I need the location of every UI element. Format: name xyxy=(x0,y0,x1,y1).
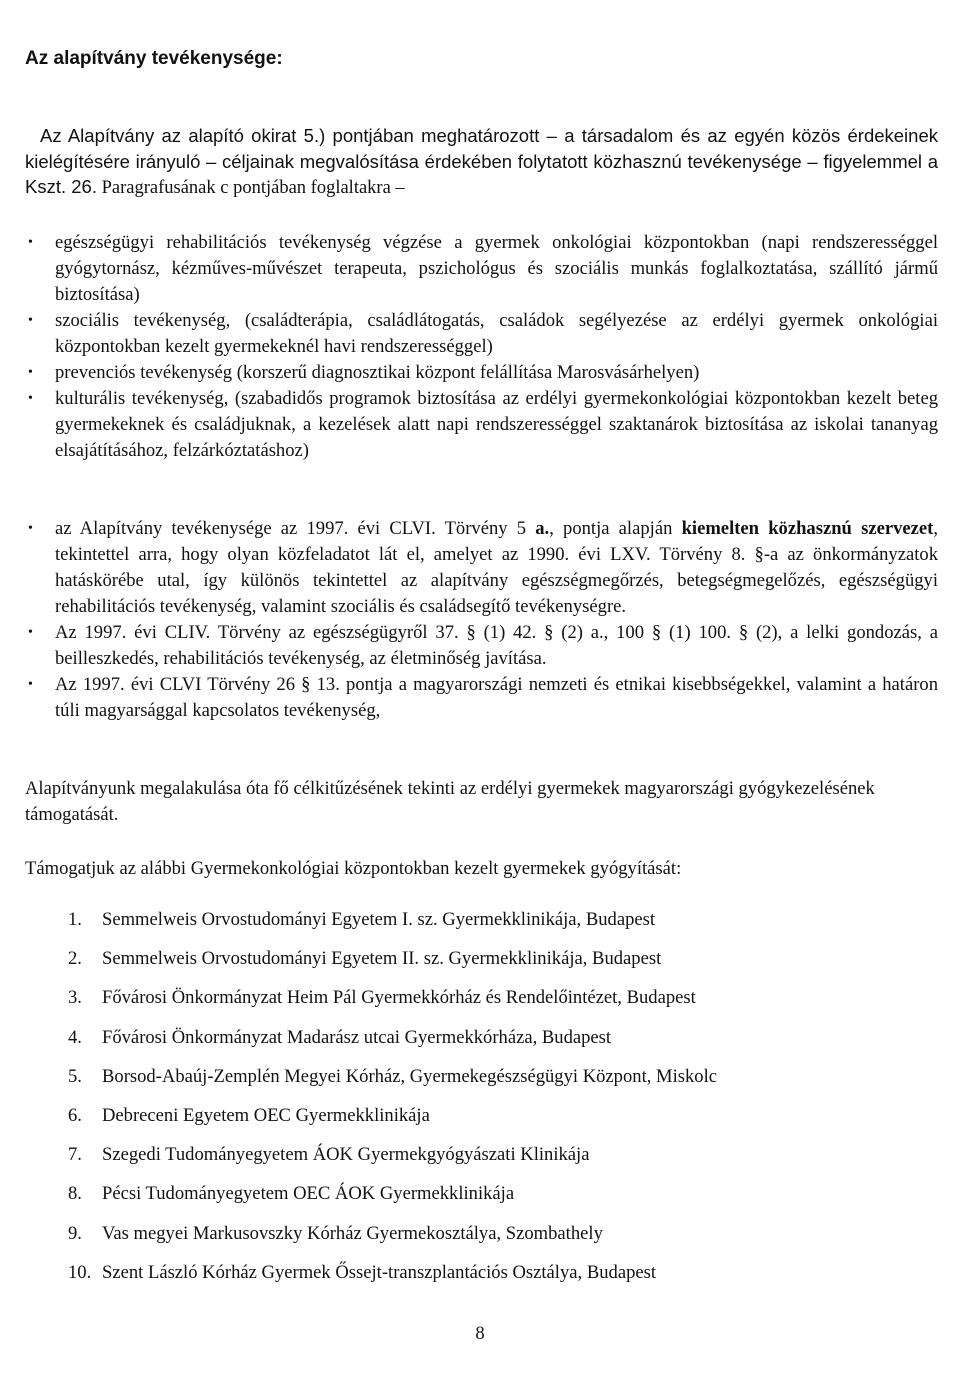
intro-paragraph xyxy=(25,123,938,202)
legal-item xyxy=(25,516,938,620)
clinic-name: Szegedi Tudományegyetem ÁOK Gyermekgyógyászati Klinikája xyxy=(102,1144,590,1166)
legal-item xyxy=(25,620,938,672)
bullet-icon: • xyxy=(28,235,33,250)
activity-item xyxy=(25,308,938,360)
clinic-name: Vas megyei Markusovszky Kórház Gyermekosztálya, Szombathely xyxy=(102,1222,603,1244)
clinic-name: Debreceni Egyetem OEC Gyermekklinikája xyxy=(102,1104,430,1126)
clinic-name: Fővárosi Önkormányzat Heim Pál Gyermekkórház és Rendelőintézet, Budapest xyxy=(102,987,696,1009)
bullet-icon: • xyxy=(28,391,33,406)
goal-paragraph: Alapítványunk megalakulása óta fő célkitűzésének tekinti az erdélyi gyermekek magyarországi gyógykezelésének támogatását. xyxy=(25,778,875,825)
clinic-number: 5. xyxy=(68,1065,82,1087)
clinic-name: Szent László Kórház Gyermek Őssejt-transzplantációs Osztálya, Budapest xyxy=(102,1261,657,1283)
clinic-item xyxy=(68,985,717,1024)
activities-list xyxy=(25,230,938,464)
clinic-name: Semmelweis Orvostudományi Egyetem I. sz. Gyermekklinikája, Budapest xyxy=(102,909,656,930)
clinic-number: 2. xyxy=(68,948,82,970)
bullet-icon: • xyxy=(28,365,33,380)
clinic-item xyxy=(68,1064,717,1103)
support-intro: Támogatjuk az alábbi Gyermekonkológiai központokban kezelt gyermekek gyógyítását: xyxy=(25,858,682,879)
clinic-name: Semmelweis Orvostudományi Egyetem II. sz. Gyermekklinikája, Budapest xyxy=(102,948,662,970)
page-number: 8 xyxy=(475,1323,485,1344)
clinic-name: Fővárosi Önkormányzat Madarász utcai Gyermekkórháza, Budapest xyxy=(102,1026,612,1048)
activity-text: szociális tevékenység, (családterápia, családlátogatás, családok segélyezése az erdélyi gyermek onkológiai központokban kezelt gyermekeknél havi rendszerességgel) xyxy=(55,310,938,357)
legal-bold-text: a. xyxy=(535,518,550,539)
legal-item xyxy=(25,672,938,724)
clinic-number: 9. xyxy=(68,1222,82,1244)
bullet-icon: • xyxy=(28,313,33,328)
clinic-number: 4. xyxy=(68,1026,82,1048)
bullet-icon: • xyxy=(28,625,33,640)
bullet-icon: • xyxy=(28,521,33,536)
activity-item xyxy=(25,386,938,464)
clinics-list xyxy=(68,907,717,1299)
clinic-item xyxy=(68,907,717,946)
legal-text: Az 1997. évi CLIV. Törvény az egészségügyről 37. § (1) 42. § (2) a., 100 § (1) 100. § (2), a lelki gondozás, a beilleszkedés, rehabilitációs tevékenység, az életminőség javítása. xyxy=(55,622,938,669)
clinic-number: 3. xyxy=(68,987,82,1009)
clinic-name: Borsod-Abaúj-Zemplén Megyei Kórház, Gyermekegészségügyi Központ, Miskolc xyxy=(102,1065,717,1087)
clinic-item xyxy=(68,1221,717,1260)
intro-sans-text: Az Alapítvány az alapító okirat 5.) pontjában meghatározott – a társadalom és az egyén közös érdekeinek kielégítésére irányuló – céljainak megvalósítása érdekében folytatott közhasznú tevékenysége – figyelemmel a Kszt. 26. xyxy=(25,125,938,197)
clinic-number: 6. xyxy=(68,1104,82,1126)
intro-serif-text: Paragrafusának c pontjában foglaltakra – xyxy=(96,178,405,198)
clinic-number: 8. xyxy=(68,1183,82,1205)
clinic-item xyxy=(68,946,717,985)
clinic-number: 10. xyxy=(68,1261,92,1283)
clinic-name: Pécsi Tudományegyetem OEC ÁOK Gyermekklinikája xyxy=(102,1183,515,1205)
bullet-icon: • xyxy=(28,677,33,692)
legal-text: Az 1997. évi CLVI Törvény 26 § 13. pontja a magyarországi nemzeti és etnikai kisebbségekkel, valamint a határon túli magyarsággal kapcsolatos tevékenység, xyxy=(55,674,938,721)
legal-text: az Alapítvány tevékenysége az 1997. évi CLVI. Törvény 5 xyxy=(55,518,536,539)
activity-item xyxy=(25,230,938,308)
activity-item xyxy=(25,360,938,386)
activity-text: egészségügyi rehabilitációs tevékenység végzése a gyermek onkológiai központokban (napi rendszerességgel gyógytornász, kézműves-művészet terapeuta, pszichológus és szociális munkás foglalkoztatása, szállító jármű biztosítása) xyxy=(55,232,938,305)
clinic-item xyxy=(68,1025,717,1064)
section-heading: Az alapítvány tevékenysége: xyxy=(25,48,283,69)
clinic-number: 1. xyxy=(68,909,82,930)
legal-text: , tekintettel arra, hogy olyan közfeladatot lát el, amelyet az 1990. évi LXV. Törvény 8. §-a az önkormányzatok hatáskörébe utal, így különös tekintettel az alapítvány egészségmegőrzés, betegségmegelőzés, egészségügyi rehabilitációs tevékenység, valamint szociális és családsegítő tevékenységre. xyxy=(55,518,938,617)
clinic-item xyxy=(68,1103,717,1142)
activity-text: kulturális tevékenység, (szabadidős programok biztosítása az erdélyi gyermekonkológiai központokban kezelt beteg gyermekeknek és családjuknak, a kezelések alatt napi rendszerességgel szaktanárok biztosítása az iskolai tananyag elsajátításához, felzárkóztatáshoz) xyxy=(55,388,938,461)
legal-bold-text: kiemelten közhasznú szervezet xyxy=(681,518,934,539)
clinic-item xyxy=(68,1181,717,1220)
clinic-number: 7. xyxy=(68,1144,82,1166)
activity-text: prevenciós tevékenység (korszerű diagnosztikai központ felállítása Marosvásárhelyen) xyxy=(55,362,700,383)
clinic-item xyxy=(68,1260,717,1299)
clinic-item xyxy=(68,1142,717,1181)
legal-basis-list xyxy=(25,516,938,724)
legal-text: , pontja alapján xyxy=(549,518,682,539)
